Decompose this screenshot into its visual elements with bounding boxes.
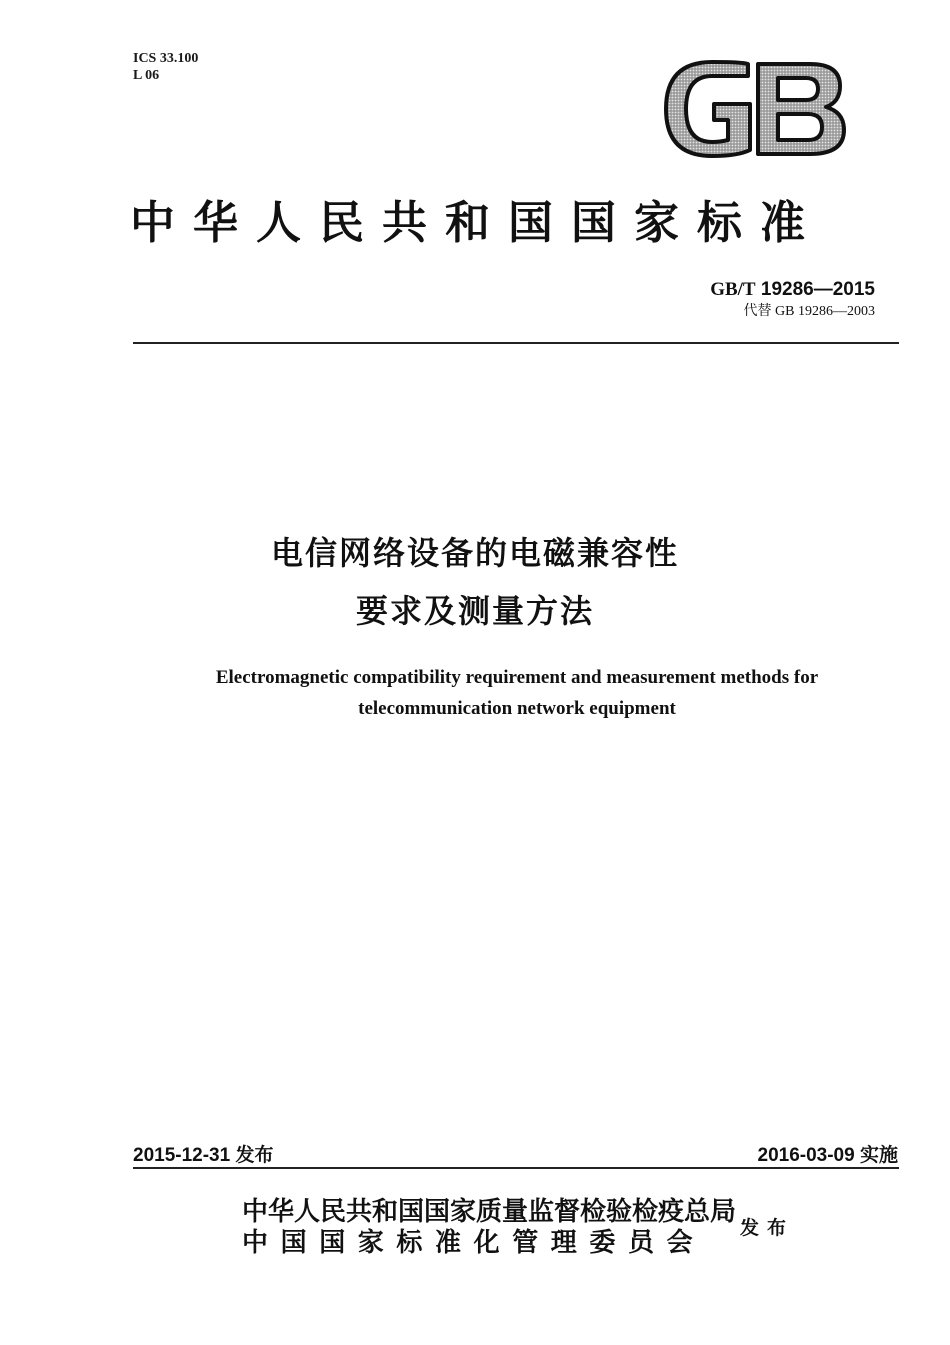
- effective-date-value: 2016-03-09: [757, 1145, 855, 1166]
- classification-codes: [133, 50, 198, 84]
- effective-label: 实施: [859, 1145, 898, 1166]
- replaces-label: 代替: [743, 304, 772, 319]
- top-divider: [133, 342, 899, 344]
- publisher-1: 中华人民共和国国家质量监督检验检疫总局: [242, 1197, 737, 1227]
- cn-title-line1: 电信网络设备的电磁兼容性: [270, 534, 679, 572]
- issue-date: [133, 1140, 274, 1167]
- en-title: [0, 662, 950, 724]
- en-title-line2: telecommunication network equipment: [358, 698, 676, 719]
- replaces-code: GB 19286—2003: [775, 304, 875, 319]
- ics-code: ICS 33.100: [133, 51, 199, 66]
- publish-action: 发布: [740, 1217, 795, 1239]
- national-standard-title: 中华人民共和国国家标准: [130, 196, 824, 249]
- standard-prefix: GB/T: [710, 279, 756, 300]
- effective-date: [758, 1140, 899, 1167]
- cn-title-line2: 要求及测量方法: [355, 592, 594, 630]
- en-title-line1: Electromagnetic compatibility requirement and measurement methods for: [215, 667, 819, 688]
- issue-label: 发布: [235, 1145, 274, 1166]
- replaces-note: [744, 300, 875, 320]
- publisher-2: 中国国家标准化管理委员会: [242, 1228, 706, 1258]
- gb-logo-icon: [662, 60, 847, 158]
- bottom-divider: [133, 1167, 899, 1169]
- issue-date-value: 2015-12-31: [133, 1145, 231, 1166]
- standard-number: [710, 279, 875, 301]
- ccs-code: L 06: [133, 68, 160, 83]
- standard-code: 19286—2015: [760, 279, 875, 300]
- publishers: [242, 1197, 736, 1259]
